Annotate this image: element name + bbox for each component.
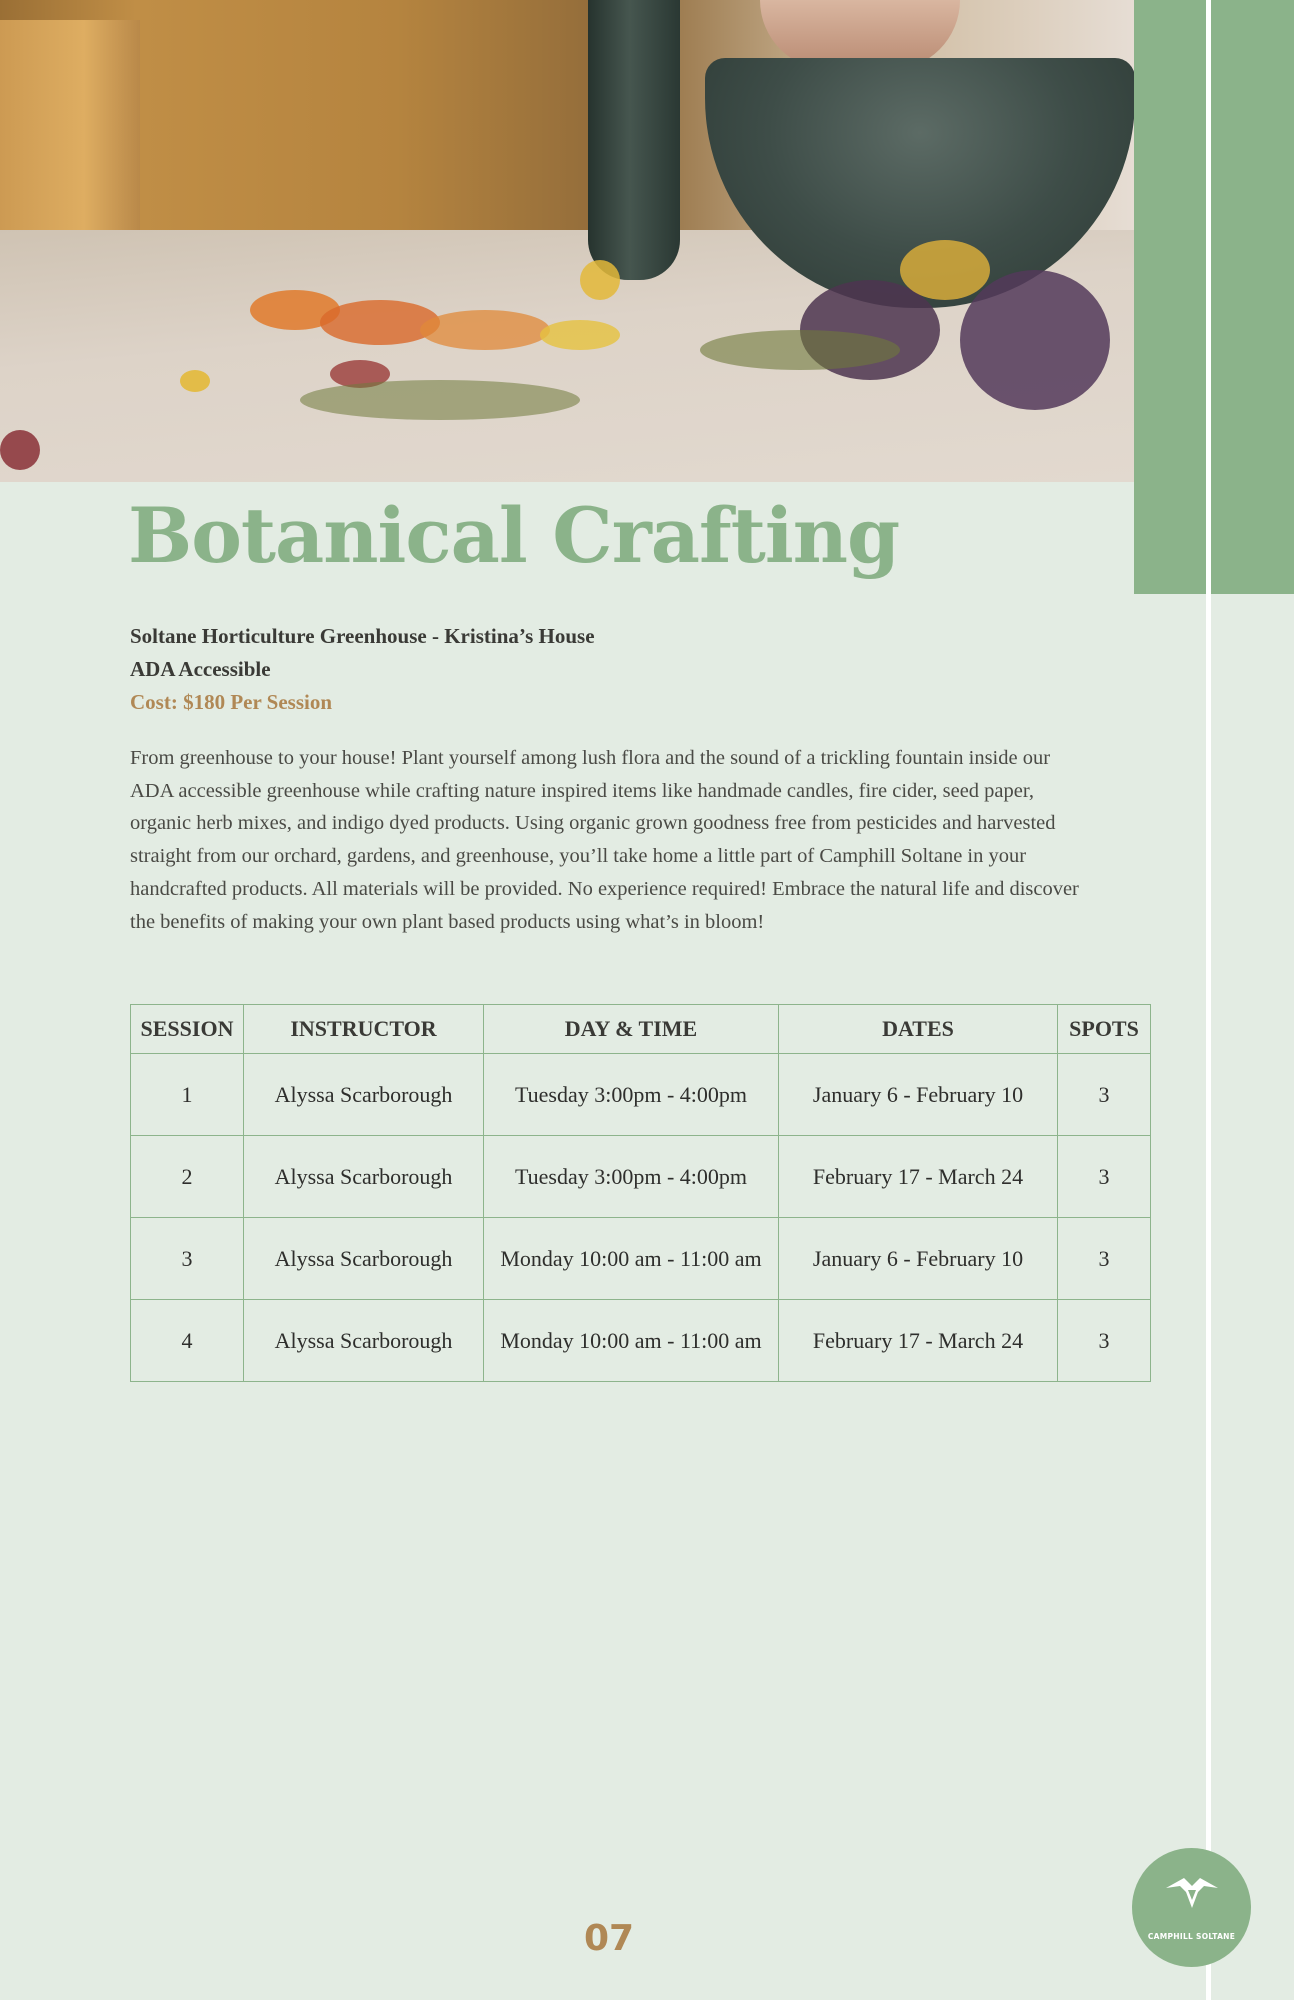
page-number: 07 [583,1918,635,1959]
accessibility-text: ADA Accessible [130,657,271,681]
column-header-spots: SPOTS [1058,1005,1151,1054]
instructor-cell: Alyssa Scarborough [244,1054,484,1136]
session-cell: 3 [131,1218,244,1300]
dates-cell: January 6 - February 10 [779,1218,1058,1300]
day-time-cell: Tuesday 3:00pm - 4:00pm [484,1136,779,1218]
day-time-cell: Tuesday 3:00pm - 4:00pm [484,1054,779,1136]
table-row [131,1218,1151,1300]
column-header-day-time: DAY & TIME [484,1005,779,1054]
spots-cell: 3 [1058,1218,1151,1300]
instructor-cell: Alyssa Scarborough [244,1136,484,1218]
event-details [130,620,595,719]
hero-image [0,0,1134,482]
camphill-soltane-logo-icon [1132,1848,1251,1967]
column-header-session: SESSION [131,1005,244,1054]
logo-mark-icon [1164,1870,1220,1914]
day-time-cell: Monday 10:00 am - 11:00 am [484,1300,779,1382]
table-header-row [131,1005,1151,1054]
session-cell: 4 [131,1300,244,1382]
sessions-table [130,1004,1151,1382]
logo-text: CAMPHILL SOLTANE [1147,1932,1236,1941]
spots-cell: 3 [1058,1054,1151,1136]
cost-text: Cost: $180 Per Session [130,690,333,714]
table-row [131,1136,1151,1218]
day-time-cell: Monday 10:00 am - 11:00 am [484,1218,779,1300]
location-text: Soltane Horticulture Greenhouse - Kristina’s House [130,624,595,648]
dates-cell: February 17 - March 24 [779,1300,1058,1382]
column-header-dates: DATES [779,1005,1058,1054]
column-header-instructor: INSTRUCTOR [244,1005,484,1054]
session-cell: 1 [131,1054,244,1136]
table-row [131,1054,1151,1136]
instructor-cell: Alyssa Scarborough [244,1300,484,1382]
instructor-cell: Alyssa Scarborough [244,1218,484,1300]
page-title: Botanical Crafting [128,491,900,580]
dates-cell: January 6 - February 10 [779,1054,1058,1136]
description-paragraph: From greenhouse to your house! Plant yourself among lush flora and the sound of a trickling fountain inside our ADA accessible greenhouse while crafting nature inspired items like handmade candles, fire cider, seed paper, organic herb mixes, and indigo dyed products. Using organic grown goodness free from pesticides and harvested straight from our orchard, gardens, and greenhouse, you’ll take home a little part of Camphill Soltane in your handcrafted products. All materials will be provided. No experience required! Embrace the natural life and discover the benefits of making your own plant based products using what’s in bloom! [130,747,1079,933]
session-cell: 2 [131,1136,244,1218]
spots-cell: 3 [1058,1300,1151,1382]
sidebar-color-block [1134,0,1294,594]
spots-cell: 3 [1058,1136,1151,1218]
dates-cell: February 17 - March 24 [779,1136,1058,1218]
table-row [131,1300,1151,1382]
vertical-divider-line [1206,0,1211,2000]
